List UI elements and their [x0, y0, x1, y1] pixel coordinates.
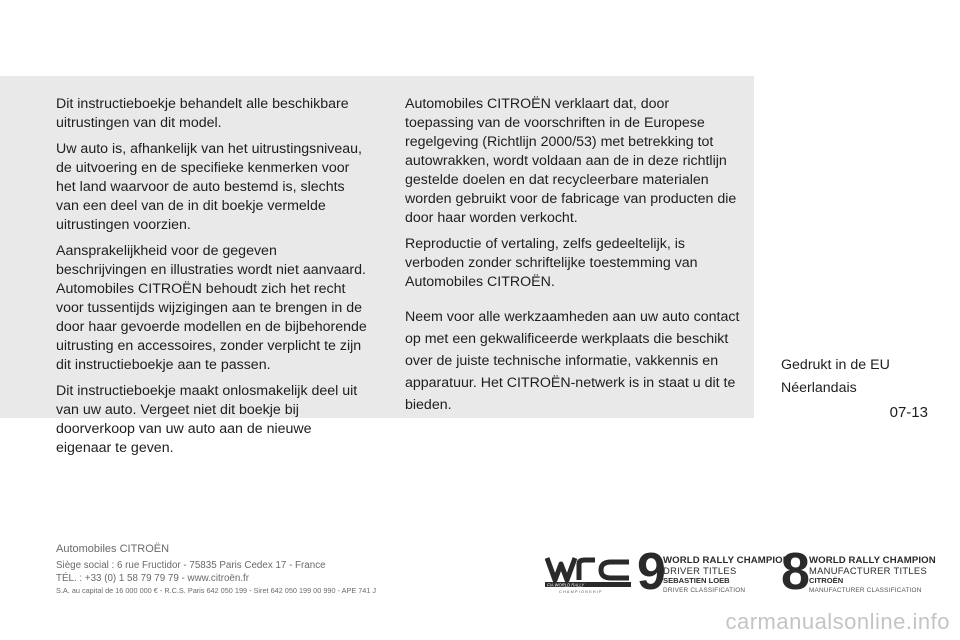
- wrc-championship-label: CHAMPIONSHIP: [559, 590, 603, 594]
- company-contact: TÉL. : +33 (0) 1 58 79 79 79 - www.citroën.fr: [56, 573, 250, 584]
- intro-paragraph: Dit instructieboekje maakt onlosmakelijk deel uit van uw auto. Vergeet niet dit boekje bij doorverkoop van uw auto aan de nieuwe eigenaar te geven.: [56, 383, 358, 456]
- wrc-sub-label: FIA WORLD RALLY: [547, 582, 585, 588]
- language-label: Néerlandais: [781, 380, 857, 396]
- intro-paragraph: Uw auto is, afhankelijk van het uitrustingsniveau, de uitvoering en de specifieke kenmerken voor het land waarvoor de auto bestemd is, slechts van een deel van de in dit boekje vermelde uitrustingen voorzien.: [56, 141, 362, 233]
- company-address: Siège social : 6 rue Fructidor - 75835 Paris Cedex 17 - France: [56, 560, 326, 571]
- driver-classification: DRIVER CLASSIFICATION: [663, 587, 746, 594]
- driver-champion-title: WORLD RALLY CHAMPION: [663, 555, 790, 566]
- driver-titles-count: 9: [637, 543, 666, 601]
- driver-name: SEBASTIEN LOEB: [663, 576, 730, 585]
- manufacturer-titles-subtitle: MANUFACTURER TITLES: [809, 565, 928, 576]
- service-paragraph: Neem voor alle werkzaamheden aan uw auto contact op met een gekwalificeerde werkplaats die beschikt over de juiste technische informatie, vakkennis en apparatuur. Het CITROËN-netwerk is in staat u dit te bieden.: [405, 309, 740, 413]
- intro-paragraph: Aansprakelijkheid voor de gegeven beschrijvingen en illustraties wordt niet aanvaard. Automobiles CITROËN behoudt zich het recht voor tussentijds wijzigingen aan te brengen in de door haar gevoerde modellen en de bijbehorende uitrusting en accessoires, zonder verplicht te zijn dit instructieboekje aan te passen.: [56, 243, 367, 373]
- intro-paragraph: Dit instructieboekje behandelt alle beschikbare uitrustingen van dit model.: [56, 96, 349, 131]
- manufacturer-name: CITROËN: [809, 576, 844, 585]
- driver-titles-subtitle: DRIVER TITLES: [663, 565, 737, 576]
- manufacturer-champion-title: WORLD RALLY CHAMPION: [809, 555, 936, 566]
- company-registration: S.A. au capital de 16 000 000 € - R.C.S. Paris 642 050 199 - Siret 642 050 199 00 990 - APE 741 J: [56, 586, 377, 595]
- edition-code: 07-13: [889, 404, 928, 421]
- legal-paragraph: Automobiles CITROËN verklaart dat, door toepassing van de voorschriften in de Europese regelgeving (Richtlijn 2000/53) met betrekking tot autowrakken, wordt voldaan aan de in deze richtlijn gestelde doelen en dat recycleerbare materialen worden gebruikt voor de fabricage van producten die door haar worden verkocht.: [405, 96, 737, 226]
- company-name: Automobiles CITROËN: [56, 543, 170, 555]
- manufacturer-titles-block: [809, 555, 936, 595]
- driver-titles-block: [663, 555, 790, 595]
- printed-in-label: Gedrukt in de EU: [781, 357, 890, 373]
- manufacturer-titles-count: 8: [781, 543, 810, 601]
- watermark: carmanualsonline.info: [725, 609, 950, 634]
- manufacturer-classification: MANUFACTURER CLASSIFICATION: [809, 587, 922, 594]
- rally-logos: [545, 543, 947, 601]
- legal-column: [405, 95, 740, 423]
- company-footer: [56, 543, 376, 596]
- wrc-logo-icon: [545, 554, 631, 594]
- intro-column: [56, 95, 368, 465]
- legal-paragraph: Reproductie of vertaling, zelfs gedeeltelijk, is verboden zonder schriftelijke toestemming van Automobiles CITROËN.: [405, 236, 698, 290]
